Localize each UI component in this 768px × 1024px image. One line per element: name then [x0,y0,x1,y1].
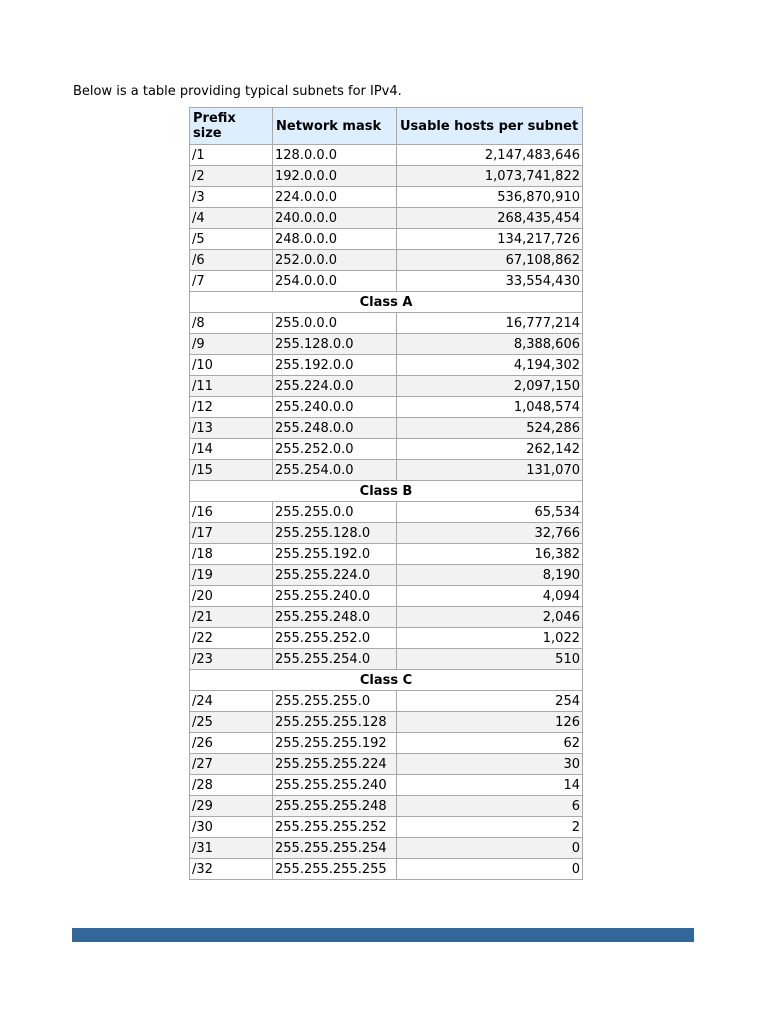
mask-cell: 255.254.0.0 [273,460,397,481]
table-row [190,607,583,628]
table-row [190,250,583,271]
mask-cell: 255.255.255.192 [273,733,397,754]
hosts-cell: 67,108,862 [397,250,583,271]
table-row [190,691,583,712]
class-row [190,670,583,691]
prefix-cell: /12 [190,397,273,418]
prefix-cell: /20 [190,586,273,607]
prefix-cell: /17 [190,523,273,544]
table-row [190,544,583,565]
table-row [190,712,583,733]
mask-cell: 128.0.0.0 [273,145,397,166]
table-row [190,166,583,187]
prefix-cell: /13 [190,418,273,439]
mask-cell: 255.240.0.0 [273,397,397,418]
prefix-cell: /6 [190,250,273,271]
prefix-cell: /23 [190,649,273,670]
table-row [190,355,583,376]
class-label: Class B [190,481,583,502]
hosts-cell: 524,286 [397,418,583,439]
table-row [190,376,583,397]
hosts-cell: 8,388,606 [397,334,583,355]
subnet-table [189,107,583,880]
mask-cell: 255.255.255.252 [273,817,397,838]
header-prefix-size [190,108,273,145]
table-row [190,271,583,292]
table-row [190,208,583,229]
mask-cell: 255.255.255.255 [273,859,397,880]
mask-cell: 255.255.255.128 [273,712,397,733]
prefix-cell: /32 [190,859,273,880]
table-row [190,649,583,670]
hosts-cell: 134,217,726 [397,229,583,250]
table-row [190,334,583,355]
prefix-cell: /14 [190,439,273,460]
hosts-cell: 2,046 [397,607,583,628]
hosts-cell: 4,194,302 [397,355,583,376]
mask-cell: 255.224.0.0 [273,376,397,397]
table-row [190,733,583,754]
header-prefix-line1: Prefix [193,111,236,126]
mask-cell: 255.255.254.0 [273,649,397,670]
mask-cell: 255.255.255.224 [273,754,397,775]
prefix-cell: /29 [190,796,273,817]
table-row [190,145,583,166]
mask-cell: 255.255.248.0 [273,607,397,628]
hosts-cell: 2,097,150 [397,376,583,397]
hosts-cell: 131,070 [397,460,583,481]
table-row [190,586,583,607]
prefix-cell: /22 [190,628,273,649]
prefix-cell: /26 [190,733,273,754]
prefix-cell: /10 [190,355,273,376]
prefix-cell: /31 [190,838,273,859]
table-row [190,187,583,208]
hosts-cell: 1,073,741,822 [397,166,583,187]
mask-cell: 255.255.192.0 [273,544,397,565]
mask-cell: 255.255.224.0 [273,565,397,586]
prefix-cell: /16 [190,502,273,523]
table-row [190,418,583,439]
hosts-cell: 254 [397,691,583,712]
prefix-cell: /7 [190,271,273,292]
header-usable-hosts: Usable hosts per subnet [397,108,583,145]
hosts-cell: 6 [397,796,583,817]
hosts-cell: 262,142 [397,439,583,460]
mask-cell: 255.252.0.0 [273,439,397,460]
hosts-cell: 268,435,454 [397,208,583,229]
class-label: Class C [190,670,583,691]
prefix-cell: /1 [190,145,273,166]
table-row [190,397,583,418]
prefix-cell: /24 [190,691,273,712]
hosts-cell: 126 [397,712,583,733]
hosts-cell: 510 [397,649,583,670]
prefix-cell: /3 [190,187,273,208]
prefix-cell: /28 [190,775,273,796]
mask-cell: 255.255.255.248 [273,796,397,817]
class-row [190,292,583,313]
table-row [190,859,583,880]
hosts-cell: 0 [397,859,583,880]
mask-cell: 255.255.128.0 [273,523,397,544]
table-row [190,628,583,649]
hosts-cell: 536,870,910 [397,187,583,208]
prefix-cell: /4 [190,208,273,229]
header-prefix-line2: size [193,126,222,141]
table-row [190,523,583,544]
hosts-cell: 2,147,483,646 [397,145,583,166]
mask-cell: 255.255.252.0 [273,628,397,649]
mask-cell: 255.128.0.0 [273,334,397,355]
mask-cell: 192.0.0.0 [273,166,397,187]
table-body [190,145,583,880]
table-row [190,565,583,586]
prefix-cell: /9 [190,334,273,355]
mask-cell: 255.192.0.0 [273,355,397,376]
table-row [190,460,583,481]
table-row [190,775,583,796]
prefix-cell: /8 [190,313,273,334]
mask-cell: 255.255.240.0 [273,586,397,607]
mask-cell: 248.0.0.0 [273,229,397,250]
mask-cell: 224.0.0.0 [273,187,397,208]
hosts-cell: 62 [397,733,583,754]
prefix-cell: /15 [190,460,273,481]
header-network-mask: Network mask [273,108,397,145]
intro-text: Below is a table providing typical subnets for IPv4. [73,84,402,99]
prefix-cell: /27 [190,754,273,775]
hosts-cell: 16,382 [397,544,583,565]
prefix-cell: /25 [190,712,273,733]
class-row [190,481,583,502]
table-row [190,754,583,775]
hosts-cell: 4,094 [397,586,583,607]
hosts-cell: 8,190 [397,565,583,586]
table-row [190,502,583,523]
table-row [190,439,583,460]
hosts-cell: 30 [397,754,583,775]
mask-cell: 255.248.0.0 [273,418,397,439]
mask-cell: 255.255.255.240 [273,775,397,796]
table-row [190,229,583,250]
prefix-cell: /2 [190,166,273,187]
prefix-cell: /11 [190,376,273,397]
hosts-cell: 0 [397,838,583,859]
mask-cell: 255.0.0.0 [273,313,397,334]
hosts-cell: 1,022 [397,628,583,649]
mask-cell: 255.255.255.254 [273,838,397,859]
hosts-cell: 16,777,214 [397,313,583,334]
table-row [190,796,583,817]
footer-bar [72,928,694,942]
prefix-cell: /21 [190,607,273,628]
hosts-cell: 32,766 [397,523,583,544]
table-row [190,817,583,838]
prefix-cell: /5 [190,229,273,250]
table-header-row [190,108,583,145]
mask-cell: 255.255.255.0 [273,691,397,712]
mask-cell: 252.0.0.0 [273,250,397,271]
mask-cell: 240.0.0.0 [273,208,397,229]
prefix-cell: /30 [190,817,273,838]
table-row [190,313,583,334]
prefix-cell: /18 [190,544,273,565]
mask-cell: 255.255.0.0 [273,502,397,523]
hosts-cell: 2 [397,817,583,838]
class-label: Class A [190,292,583,313]
hosts-cell: 14 [397,775,583,796]
hosts-cell: 33,554,430 [397,271,583,292]
table-row [190,838,583,859]
prefix-cell: /19 [190,565,273,586]
mask-cell: 254.0.0.0 [273,271,397,292]
hosts-cell: 65,534 [397,502,583,523]
hosts-cell: 1,048,574 [397,397,583,418]
